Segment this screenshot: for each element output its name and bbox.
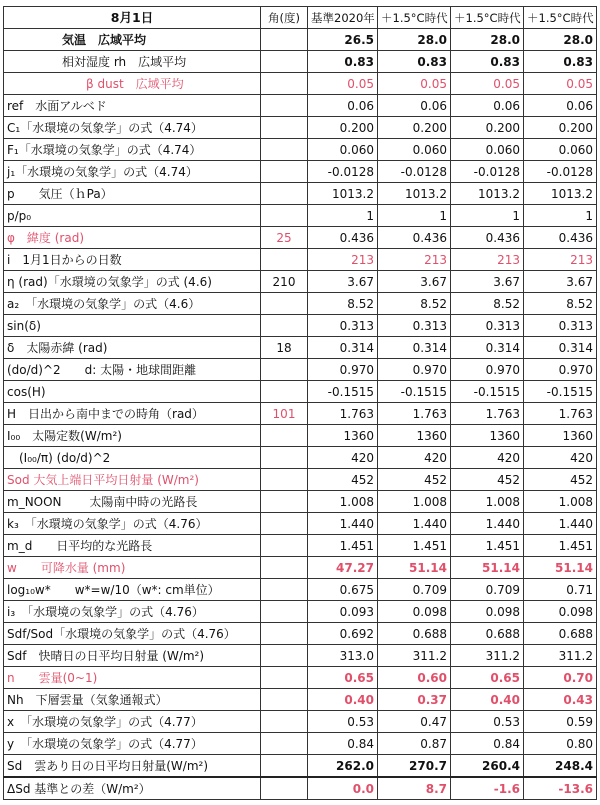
row-label: y 「水環境の気象学」の式（4.77） <box>4 733 261 755</box>
row-value: 452 <box>524 469 597 491</box>
row-value: 313.0 <box>308 645 378 667</box>
row-angle <box>261 469 308 491</box>
row-value: 0.313 <box>524 315 597 337</box>
row-value: 0.83 <box>451 51 524 73</box>
row-value: 3.67 <box>524 271 597 293</box>
row-value: 420 <box>524 447 597 469</box>
row-label: C₁「水環境の気象学」の式（4.74） <box>4 117 261 139</box>
row-angle <box>261 557 308 579</box>
row-value: 0.200 <box>308 117 378 139</box>
row-value: 0.83 <box>378 51 451 73</box>
row-value: 28.0 <box>451 29 524 51</box>
row-value: 0.436 <box>451 227 524 249</box>
row-value: 0.098 <box>451 601 524 623</box>
table-row <box>4 623 597 645</box>
row-value: 8.52 <box>308 293 378 315</box>
row-value: 1.763 <box>378 403 451 425</box>
table-row <box>4 337 597 359</box>
table-row <box>4 513 597 535</box>
row-value: 0.709 <box>378 579 451 601</box>
row-angle <box>261 601 308 623</box>
row-value: -0.1515 <box>524 381 597 403</box>
row-value: -0.1515 <box>451 381 524 403</box>
row-value: 0.59 <box>524 711 597 733</box>
table-row <box>4 579 597 601</box>
row-value: 0.313 <box>451 315 524 337</box>
row-value: 0.313 <box>378 315 451 337</box>
row-value: 1.440 <box>451 513 524 535</box>
row-value: 0.05 <box>451 73 524 95</box>
row-angle <box>261 205 308 227</box>
row-label: I₀₀ 太陽定数(W/m²) <box>4 425 261 447</box>
row-value: 0.60 <box>378 667 451 689</box>
row-value: 1 <box>308 205 378 227</box>
row-label: sin(δ) <box>4 315 261 337</box>
table-row <box>4 205 597 227</box>
table-row <box>4 667 597 689</box>
table-row <box>4 601 597 623</box>
row-label: w 可降水量 (mm) <box>4 557 261 579</box>
table-row <box>4 271 597 293</box>
row-value: 0.970 <box>378 359 451 381</box>
row-value: 3.67 <box>308 271 378 293</box>
row-value: 420 <box>308 447 378 469</box>
row-value: 1013.2 <box>451 183 524 205</box>
table-row <box>4 557 597 579</box>
row-label: 相対湿度 rh 広域平均 <box>4 51 261 73</box>
row-value: 0.40 <box>451 689 524 711</box>
row-value: 0.200 <box>378 117 451 139</box>
row-value: 1 <box>378 205 451 227</box>
table-row <box>4 755 597 778</box>
row-value: 0.314 <box>378 337 451 359</box>
row-value: 262.0 <box>308 755 378 778</box>
row-value: 0.313 <box>308 315 378 337</box>
table-row <box>4 711 597 733</box>
row-value: 0.970 <box>308 359 378 381</box>
table-row <box>4 293 597 315</box>
row-angle <box>261 667 308 689</box>
row-value: 0.53 <box>451 711 524 733</box>
row-angle: 210 <box>261 271 308 293</box>
row-value: 213 <box>308 249 378 271</box>
row-value: 0.688 <box>451 623 524 645</box>
row-value: 0.0 <box>308 777 378 800</box>
row-value: 8.7 <box>378 777 451 800</box>
row-value: 0.06 <box>308 95 378 117</box>
table-row <box>4 403 597 425</box>
table-body <box>4 29 597 800</box>
row-angle <box>261 491 308 513</box>
row-value: 420 <box>451 447 524 469</box>
row-value: 3.67 <box>451 271 524 293</box>
row-value: 0.83 <box>524 51 597 73</box>
row-value: -0.0128 <box>524 161 597 183</box>
row-value: 1.451 <box>524 535 597 557</box>
header-scenario-2: ＋1.5°C時代 <box>451 7 524 29</box>
row-angle <box>261 623 308 645</box>
header-baseline-2020: 基準2020年 <box>308 7 378 29</box>
row-value: 0.40 <box>308 689 378 711</box>
table-row <box>4 469 597 491</box>
row-label: Sd 雲あり日の日平均日射量(W/m²) <box>4 755 261 778</box>
row-label: η (rad)「水環境の気象学」の式 (4.6) <box>4 271 261 293</box>
row-value: 8.52 <box>451 293 524 315</box>
table-row <box>4 315 597 337</box>
row-value: 28.0 <box>524 29 597 51</box>
row-value: 1.440 <box>378 513 451 535</box>
row-value: 213 <box>451 249 524 271</box>
row-value: 0.87 <box>378 733 451 755</box>
row-label: (I₀₀/π) (do/d)^2 <box>4 447 261 469</box>
row-angle <box>261 249 308 271</box>
row-value: 1 <box>524 205 597 227</box>
row-value: 0.098 <box>524 601 597 623</box>
row-value: 0.060 <box>378 139 451 161</box>
row-angle <box>261 293 308 315</box>
row-value: 248.4 <box>524 755 597 778</box>
row-angle <box>261 513 308 535</box>
row-value: 1.763 <box>524 403 597 425</box>
row-angle <box>261 381 308 403</box>
row-angle <box>261 645 308 667</box>
row-value: 0.060 <box>308 139 378 161</box>
row-angle <box>261 689 308 711</box>
row-value: 1013.2 <box>378 183 451 205</box>
row-label: i₃ 「水環境の気象学」の式（4.76） <box>4 601 261 623</box>
row-value: 0.314 <box>524 337 597 359</box>
row-value: 0.80 <box>524 733 597 755</box>
row-label: Sod 大気上端日平均日射量 (W/m²) <box>4 469 261 491</box>
table-row <box>4 447 597 469</box>
row-value: 0.692 <box>308 623 378 645</box>
row-angle <box>261 139 308 161</box>
table-row <box>4 29 597 51</box>
row-value: 0.688 <box>524 623 597 645</box>
row-value: -0.1515 <box>378 381 451 403</box>
row-value: 0.314 <box>451 337 524 359</box>
row-label: p 気圧（ｈPa） <box>4 183 261 205</box>
row-value: 1.008 <box>308 491 378 513</box>
row-value: 0.65 <box>308 667 378 689</box>
row-angle <box>261 117 308 139</box>
row-label: ΔSd 基準との差（W/m²） <box>4 777 261 800</box>
row-value: 260.4 <box>451 755 524 778</box>
row-angle <box>261 535 308 557</box>
row-value: 0.675 <box>308 579 378 601</box>
row-value: 452 <box>308 469 378 491</box>
row-value: 51.14 <box>524 557 597 579</box>
row-value: 0.84 <box>308 733 378 755</box>
table-row <box>4 689 597 711</box>
row-label: m_NOON 太陽南中時の光路長 <box>4 491 261 513</box>
row-angle: 25 <box>261 227 308 249</box>
row-angle <box>261 359 308 381</box>
table-row <box>4 381 597 403</box>
row-value: 0.060 <box>524 139 597 161</box>
table-row <box>4 249 597 271</box>
table-row <box>4 95 597 117</box>
table-row <box>4 117 597 139</box>
row-value: 420 <box>378 447 451 469</box>
row-value: 0.06 <box>524 95 597 117</box>
row-value: 0.436 <box>308 227 378 249</box>
row-label: x 「水環境の気象学」の式（4.77） <box>4 711 261 733</box>
row-value: 0.06 <box>378 95 451 117</box>
row-angle: 18 <box>261 337 308 359</box>
table-row <box>4 425 597 447</box>
header-date: 8月1日 <box>4 7 261 29</box>
row-value: 1.440 <box>308 513 378 535</box>
data-table <box>3 6 597 800</box>
row-value: 0.83 <box>308 51 378 73</box>
row-angle: 101 <box>261 403 308 425</box>
row-label: Nh 下層雲量（気象通報式） <box>4 689 261 711</box>
table-row <box>4 139 597 161</box>
row-angle <box>261 183 308 205</box>
row-value: 1 <box>451 205 524 227</box>
table-row <box>4 359 597 381</box>
row-value: 0.709 <box>451 579 524 601</box>
row-value: 1360 <box>308 425 378 447</box>
row-label: a₂ 「水環境の気象学」の式（4.6） <box>4 293 261 315</box>
row-value: -0.0128 <box>308 161 378 183</box>
row-label: k₃ 「水環境の気象学」の式（4.76） <box>4 513 261 535</box>
row-value: -13.6 <box>524 777 597 800</box>
table-row <box>4 161 597 183</box>
row-value: 3.67 <box>378 271 451 293</box>
row-value: 0.060 <box>451 139 524 161</box>
row-label: i 1月1日からの日数 <box>4 249 261 271</box>
table-row <box>4 491 597 513</box>
row-value: 311.2 <box>378 645 451 667</box>
row-label: cos(H) <box>4 381 261 403</box>
row-value: 8.52 <box>524 293 597 315</box>
row-angle <box>261 733 308 755</box>
row-value: 1.440 <box>524 513 597 535</box>
row-label: log₁₀w* w*=w/10（w*: cm単位） <box>4 579 261 601</box>
row-value: 213 <box>524 249 597 271</box>
table-row <box>4 183 597 205</box>
row-value: 213 <box>378 249 451 271</box>
row-angle <box>261 425 308 447</box>
row-value: -0.1515 <box>308 381 378 403</box>
table-row <box>4 777 597 800</box>
row-value: -1.6 <box>451 777 524 800</box>
row-value: 1.451 <box>308 535 378 557</box>
row-value: 28.0 <box>378 29 451 51</box>
header-angle: 角(度) <box>261 7 308 29</box>
table-row <box>4 645 597 667</box>
row-label: β dust 広域平均 <box>4 73 261 95</box>
row-value: 0.436 <box>378 227 451 249</box>
row-label: Sdf/Sod「水環境の気象学」の式（4.76） <box>4 623 261 645</box>
row-value: 0.200 <box>524 117 597 139</box>
row-label: φ 緯度 (rad) <box>4 227 261 249</box>
row-value: 0.06 <box>451 95 524 117</box>
row-value: 0.970 <box>524 359 597 381</box>
row-label: F₁「水環境の気象学」の式（4.74） <box>4 139 261 161</box>
row-angle <box>261 579 308 601</box>
row-value: 0.71 <box>524 579 597 601</box>
row-label: H 日出から南中までの時角（rad） <box>4 403 261 425</box>
row-label: ref 水面アルベド <box>4 95 261 117</box>
table-row <box>4 51 597 73</box>
row-angle <box>261 777 308 800</box>
row-value: 0.65 <box>451 667 524 689</box>
row-value: 1360 <box>378 425 451 447</box>
row-angle <box>261 95 308 117</box>
header-row <box>4 7 597 29</box>
row-value: 1.008 <box>524 491 597 513</box>
row-value: 47.27 <box>308 557 378 579</box>
row-angle <box>261 315 308 337</box>
row-value: 0.43 <box>524 689 597 711</box>
row-value: 0.05 <box>308 73 378 95</box>
row-label: j₁「水環境の気象学」の式（4.74） <box>4 161 261 183</box>
row-label: δ 太陽赤緯 (rad) <box>4 337 261 359</box>
row-value: 0.098 <box>378 601 451 623</box>
row-value: 1.451 <box>378 535 451 557</box>
row-value: 51.14 <box>451 557 524 579</box>
row-value: 0.970 <box>451 359 524 381</box>
row-label: m_d 日平均的な光路長 <box>4 535 261 557</box>
row-value: 1360 <box>451 425 524 447</box>
table-row <box>4 535 597 557</box>
row-angle <box>261 73 308 95</box>
row-angle <box>261 755 308 778</box>
table-row <box>4 733 597 755</box>
row-value: 0.688 <box>378 623 451 645</box>
row-value: 1.763 <box>451 403 524 425</box>
row-label: p/p₀ <box>4 205 261 227</box>
table-row <box>4 227 597 249</box>
row-label: (do/d)^2 d: 太陽・地球間距離 <box>4 359 261 381</box>
row-value: 1360 <box>524 425 597 447</box>
row-angle <box>261 161 308 183</box>
row-value: 0.05 <box>524 73 597 95</box>
row-value: 0.05 <box>378 73 451 95</box>
row-value: 0.53 <box>308 711 378 733</box>
row-value: 1.008 <box>451 491 524 513</box>
row-value: 1.763 <box>308 403 378 425</box>
row-value: 8.52 <box>378 293 451 315</box>
row-value: 0.200 <box>451 117 524 139</box>
row-value: 0.70 <box>524 667 597 689</box>
row-value: 26.5 <box>308 29 378 51</box>
row-angle <box>261 711 308 733</box>
header-scenario-1: ＋1.5°C時代 <box>378 7 451 29</box>
row-value: 0.47 <box>378 711 451 733</box>
row-value: 1.008 <box>378 491 451 513</box>
row-value: -0.0128 <box>378 161 451 183</box>
row-value: 311.2 <box>524 645 597 667</box>
row-value: 1013.2 <box>524 183 597 205</box>
row-value: 51.14 <box>378 557 451 579</box>
row-value: -0.0128 <box>451 161 524 183</box>
header-scenario-3: ＋1.5°C時代 <box>524 7 597 29</box>
row-value: 0.314 <box>308 337 378 359</box>
row-angle <box>261 29 308 51</box>
row-value: 270.7 <box>378 755 451 778</box>
row-angle <box>261 447 308 469</box>
row-label: 気温 広域平均 <box>4 29 261 51</box>
row-label: n 雲量(0~1) <box>4 667 261 689</box>
row-value: 0.436 <box>524 227 597 249</box>
table-row <box>4 73 597 95</box>
row-value: 311.2 <box>451 645 524 667</box>
row-label: Sdf 快晴日の日平均日射量 (W/m²) <box>4 645 261 667</box>
row-value: 452 <box>451 469 524 491</box>
row-value: 0.84 <box>451 733 524 755</box>
row-value: 452 <box>378 469 451 491</box>
row-value: 1.451 <box>451 535 524 557</box>
row-value: 0.37 <box>378 689 451 711</box>
row-value: 0.093 <box>308 601 378 623</box>
row-angle <box>261 51 308 73</box>
row-value: 1013.2 <box>308 183 378 205</box>
